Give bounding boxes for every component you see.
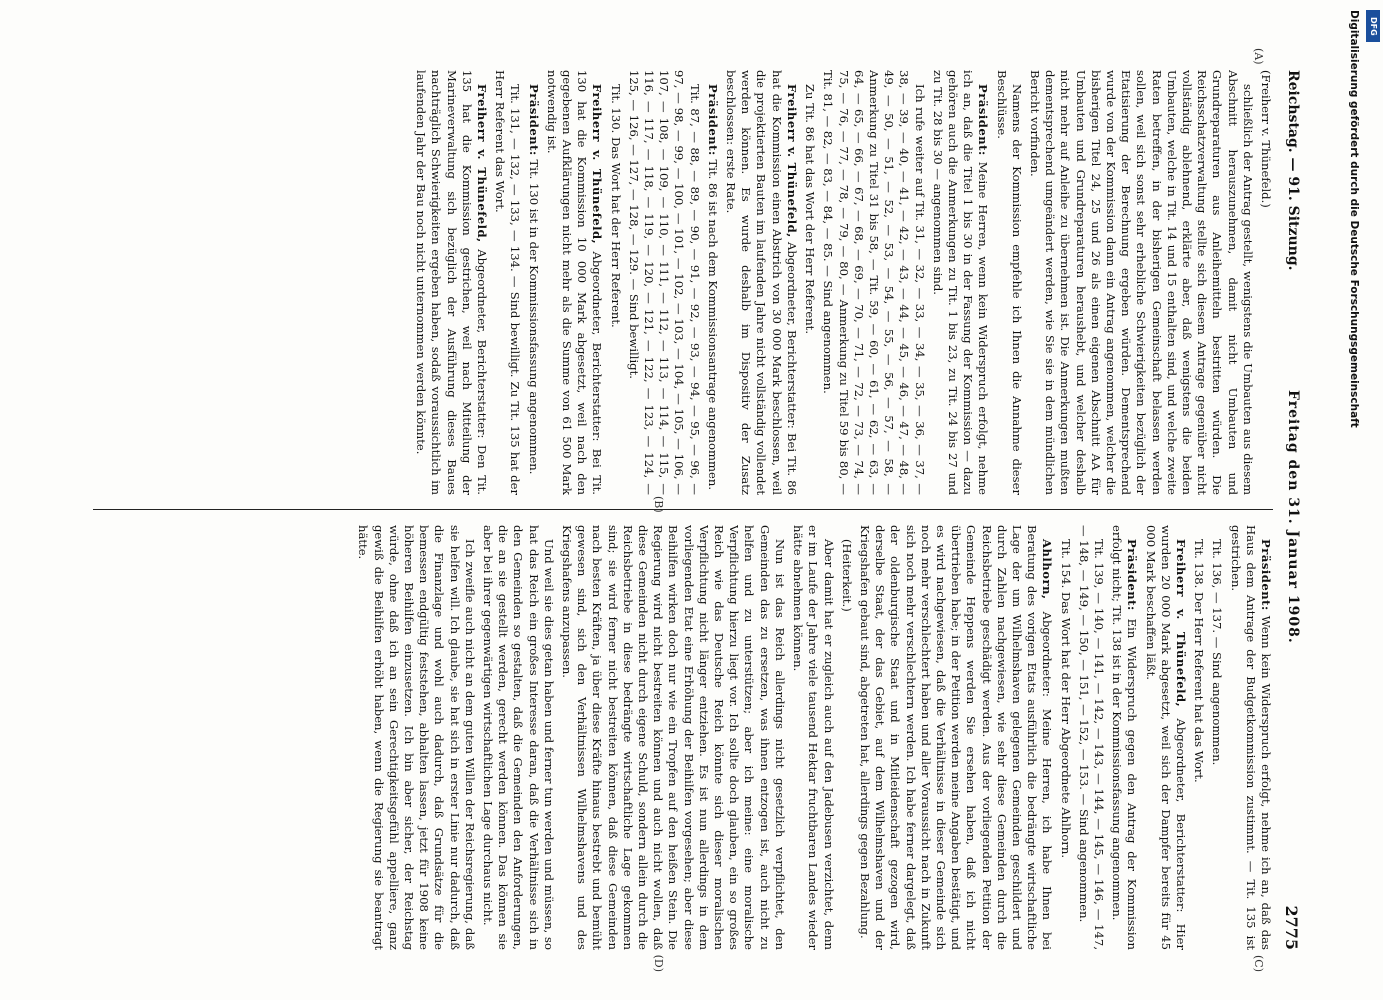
margin-marker-b: (B) — [652, 496, 665, 513]
header-left: Reichstag. — 91. Sitzung. — [1285, 70, 1301, 271]
paragraph: Tit. 139, — 140, — 141, — 142, — 143, — 144, — 145, — 146, — 147, — 148, — 149, — 150, — 151, — 152, — 153. — Sind angenommen. — [1076, 525, 1106, 950]
paragraph: Präsident: Tit. 130 ist in der Kommissionsfassung angenommen. — [526, 84, 541, 475]
paragraph: Aber damit hat er zugleich auch auf den Jadebusen verzichtet, denn er im Laufe der Jahre viele tausend Hektar fruchtbaren Landes wieder hätte abnehmen können. — [791, 525, 836, 950]
speaker-name: Präsident: — [976, 84, 991, 156]
paragraph: Zu Tit. 86 hat das Wort der Herr Referent. — [803, 84, 818, 335]
paragraph: Präsident: Wenn kein Widerspruch erfolgt, nehme ich an, daß das Haus dem Antrage der Budgetkommission zustimmt. — Tit. 135 ist gestrichen. — [1228, 525, 1273, 950]
paragraph: Freiherr v. Thünefeld, Abgeordneter, Berichterstatter: Bei Tit. 130 hat die Kommission 10 000 Mark abgesetzt, weil nach den gegebenen Aufklärungen nicht mehr als die Summe von 61 500 Mark notwendig ist. — [544, 70, 605, 495]
paragraph: Tit. 154. Das Wort hat der Herr Abgeordnete Ahlhorn. — [1058, 539, 1073, 859]
paragraph: Ich rufe weiter auf Tit. 31, — 32, — 33, — 34, — 35, — 36, — 37, — 38, — 39, — 40, — 41, — 42, — 43, — 44, — 45, — 46, — 47, — 48, — 49, — 50, — 51, — 52, — 53, — 54, — 55, — 56, — 57, — 58, — Anmerkung zu Titel 31 bis 58, — Tit. 59, — 60, — 61, — 62, — 63, — 64, — 65, — 66, — 67, — 68, — 69, — 70, — 71, — 72, — 73, — 74, — 75, — 76, — 77, — 78, — 79, — 80, — Anmerkung zu Titel 59 bis 80, — Tit. 81, — 82, — 83, — 84, — 85. — Sind angenommen. — [821, 70, 927, 495]
speaker-name: Freiherr v. Thünefeld, — [784, 84, 799, 238]
paragraph: Präsident: Ein Widerspruch gegen den Antrag der Kommission erfolgt nicht; Tit. 138 ist in der Kommissionsfassung angenommen. — [1110, 525, 1140, 950]
paragraph: Präsident: Tit. 86 ist nach dem Kommissionsantrage angenommen. — [705, 84, 720, 491]
dfg-logo: DFG — [1366, 10, 1380, 42]
paragraph: Tit. 136, — 137. — Sind angenommen. — [1210, 539, 1225, 766]
page-header — [1277, 70, 1305, 950]
paragraph: (Heiterkeit.) — [839, 539, 854, 612]
speaker-name: Freiherr v. Thünefeld, — [475, 84, 490, 243]
speaker-name: Ahlhorn, — [1040, 539, 1055, 600]
paragraph: Freiherr v. Thünefeld, Abgeordneter, Berichterstatter: Bei Tit. 86 hat die Kommission einen Abstrich von 30 000 Mark beschlossen, weil die projektierten Bauten im laufenden Jahre nicht vollständig vollendet werden können. Es wurde deshalb im Dispositiv der Zusatz beschlossen: erste Rate. — [724, 70, 799, 495]
paragraph: Ahlhorn, Abgeordneter: Meine Herren, ich habe Ihnen bei Beratung des vorigen Etats ausführlich die bedrängte wirtschaftliche Lage der um Wilhelmshaven gelegenen Gemeinden geschildert und durch Zahlen nachgewiesen, wie sehr diese Gemeinden durch die Reichsbetriebe geschädigt werden. Aus der vorliegenden Petition der Gemeinde Heppens werden Sie ersehen haben, daß ich nicht übertrieben habe; in der Petition werden meine Angaben bestätigt, und es wird nachgewiesen, daß die Verhältnisse in dieser Gemeinde sich noch mehr verschlechtert haben und aller Voraussicht nach in Zukunft sich noch mehr verschlechtern werden. Ich habe ferner dargelegt, daß der oldenburgische Staat und in Mitleidenschaft gezogen wird, derselbe Staat, der das Gebiet, auf dem Wilhelmshaven und der Kriegshafen gebaut sind, abgetreten hat, allerdings gegen Bezahlung. — [857, 525, 1055, 950]
margin-marker-d: (D) — [652, 954, 665, 972]
speaker-name: Präsident: — [705, 84, 720, 156]
digitization-note — [1340, 10, 1380, 995]
speaker-name: Freiherr v. Thünefeld, — [1173, 539, 1188, 708]
speaker-name: Freiherr v. Thünefeld, — [590, 84, 605, 245]
page-number: 2775 — [1282, 905, 1301, 950]
paragraph: Und weil sie dies getan haben und ferner tun werden und müssen, so hat das Reich ein großes Interesse daran, daß die Verhältnisse sich in den Gemeinden so gestalten, daß die Gemeinden den Anforderungen, die an sie gestellt werden, gerecht werden können. Das können sie aber bei ihrer gegenwärtigen wirtschaftlichen Lage durchaus nicht. — [481, 525, 556, 950]
right-column — [73, 525, 1273, 950]
paragraph: schließlich der Antrag gestellt, wenigstens die Umbauten aus diesem Abschnitt herauszunehmen, damit nicht Umbauten und Grundreparaturen aus Anleihemitteln bestritten würden. Die Reichsschatzverwaltung stellte sich diesem Antrage gegenüber nicht vollständig ablehnend, erklärte aber, daß wenigstens die beiden Umbauten, welche in Tit. 14 und 15 enthalten sind, und welche zweite Raten betreffen, in der bisherigen Gemeinschaft belassen werden sollen, weil sich sonst sehr erhebliche Schwierigkeiten bezüglich der Etatisierung der Berechnung ergeben würden. Dementsprechend wurde von der Kommission dann ein Antrag angenommen, welcher die bisherigen Titel 24, 25 und 26 als einen eigenen Abschnitt AA für Umbauten und Grundreparaturen heraushebt, und welcher deshalb nicht mehr auf Anleihe zu übernehmen ist. Die Anmerkungen mußten dementsprechend umgeändert werden, wie Sie sie in dem mündlichen Bericht vorfinden. — [1027, 70, 1255, 495]
margin-marker-a: (A) — [1252, 48, 1265, 65]
left-column — [73, 70, 1273, 495]
speaker-name: Präsident: — [526, 84, 541, 156]
paragraph: Ich zweifle auch nicht an dem guten Willen der Reichsregierung, daß sie helfen will. Ich glaube, sie hat sich in erster Linie nur dadurch, daß die Finanzlage und wohl auch dadurch, daß Grundsätze für die bemessen endgültig feststehen, abhalten lassen, jetzt für 1908 keine höheren Beihilfen einzusetzen. Ich bin aber sicher, der Reichstag würde, ohne daß ich an sein Gerechtigkeitsgefühl appelliere, ganz gewiß die Beihilfen erhöht haben, wenn die Regierung sie beantragt hätte. — [356, 525, 477, 950]
paragraph: Tit. 138. Der Herr Referent hat das Wort. — [1192, 539, 1207, 783]
paragraph: Tit. 130. Das Wort hat der Herr Referent. — [608, 84, 623, 328]
header-date: Freitag den 31. Januar 1908. — [1285, 390, 1301, 644]
paragraph: Tit. 131, — 132, — 133, — 134. — Sind bewilligt. Zu Tit. 135 hat der Herr Referent das Wort. — [493, 70, 523, 495]
margin-marker-c: (C) — [1252, 955, 1265, 972]
speaker-name: Präsident: — [1259, 539, 1273, 611]
paragraph: Namens der Kommission empfehle ich Ihnen die Annahme dieser Beschlüsse. — [994, 70, 1024, 495]
speaker-name: Präsident: — [1125, 539, 1140, 611]
paragraph: (Freiherr v. Thünefeld.) — [1259, 70, 1273, 208]
column-divider — [93, 509, 1273, 510]
digitization-note-text: Digitalisierung gefördert durch die Deutsche Forschungsgemeinschaft — [1348, 10, 1360, 428]
rotated-page-content — [55, 48, 1305, 972]
paragraph: Freiherr v. Thünefeld, Abgeordneter, Berichterstatter: Hier wurden 20 000 Mark abgesetzt, weil sich der Dampfer bereits für 45 000 Mark beschaffen läßt. — [1143, 525, 1188, 950]
paragraph: Präsident: Meine Herren, wenn kein Widerspruch erfolgt, nehme ich an, daß die Titel 1 bis 30 in der Fassung der Kommission — dazu gehören auch die Anmerkungen zu Tit. 1 bis 23, zu Tit. 24 bis 27 und zu Tit. 28 bis 30 — angenommen sind. — [930, 70, 991, 495]
paragraph: Tit. 87, — 88, — 89, — 90, — 91, — 92, — 93, — 94, — 95, — 96, — 97, — 98, — 99, — 100, — 101, — 102, — 103, — 104, — 105, — 106, — 107, — 108, — 109, — 110, — 111, — 112, — 113, — 114, — 115, — 116, — 117, — 118, — 119, — 120, — 121, — 122, — 123, — 124, — 125, — 126, — 127, — 128, — 129. — Sind bewilligt. — [626, 70, 702, 495]
paragraph: Freiherr v. Thünefeld, Abgeordneter, Berichterstatter: Den Tit. 135 hat die Kommission gestrichen, weil nach Mitteilung der Marineverwaltung sich bezüglich der Ausführung dieses Baues nachträglich Schwierigkeiten ergeben haben, sodaß voraussichtlich im laufenden Jahr der Bau noch nicht unternommen werden könnte. — [414, 70, 490, 495]
paragraph: Nun ist das Reich allerdings nicht gesetzlich verpflichtet, den Gemeinden das zu ersetzen, was ihnen entzogen ist, auch nicht zu helfen und zu unterstützen; aber ich meine: eine moralische Verpflichtung hierzu liegt vor. Ich sollte doch glauben, ein so großes Reich wie das Deutsche Reich könnte sich dieser moralischen Verpflichtung nicht länger entziehen. Es ist nun allerdings in dem vorliegenden Etat eine Erhöhung der Beihilfen vorgesehen; aber diese Beihilfen wirken doch nur wie ein Tropfen auf den heißen Stein. Die Regierung wird nicht bestreiten können und auch nicht wollen, daß diese Gemeinden nicht durch eigene Schuld, sondern allein durch die Reichsbetriebe in diese bedrängte wirtschaftliche Lage gekommen sind; sie wird ferner nicht bestreiten können, daß diese Gemeinden nach besten Kräften, ja über diese Kräfte hinaus bestrebt und bemüht gewesen sind, sich den Verhältnissen Wilhelmshavens und des Kriegshafens anzupassen. — [560, 525, 787, 950]
